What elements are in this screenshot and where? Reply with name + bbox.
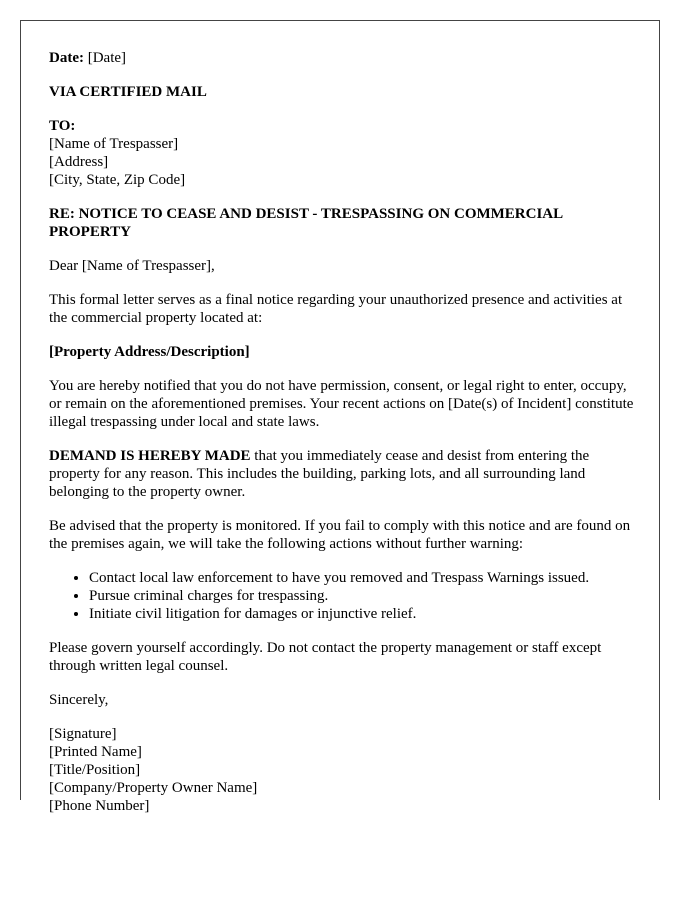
delivery-method: VIA CERTIFIED MAIL (49, 84, 207, 100)
salutation: Dear [Name of Trespasser], (49, 258, 215, 274)
date-value: [Date] (87, 50, 127, 66)
recipient-name: [Name of Trespasser] (49, 136, 179, 152)
demand-text: that you immediately cease and desist from entering the property for any reason. This includes the building, parking lots, and all surrounding land belonging to the property owner. (49, 448, 590, 500)
valediction: Sincerely, (49, 692, 109, 708)
property-description: [Property Address/Description] (49, 344, 250, 360)
action-item: • Initiate civil litigation for damages or injunctive relief. (89, 605, 634, 623)
to-label: TO: (49, 118, 76, 134)
actions-list (49, 569, 634, 623)
advisory-paragraph: Be advised that the property is monitored. If you fail to comply with this notice and are found on the premises again, we will take the following actions without further warning: (49, 518, 631, 552)
date-label: Date: (49, 50, 84, 66)
action-item: • Pursue criminal charges for trespassing. (89, 587, 634, 605)
recipient-address: [Address] (49, 154, 109, 170)
signature-block (49, 725, 634, 815)
printed-name: [Printed Name] (49, 744, 142, 760)
letter-content (49, 49, 634, 831)
signature-line: [Signature] (49, 726, 117, 742)
notification-paragraph: You are hereby notified that you do not have permission, consent, or legal right to enter, occupy, or remain on the aforementioned premises. Your recent actions on [Date(s) of Incident] constitute illegal trespassing under local and state laws. (49, 378, 634, 430)
demand-lead: DEMAND IS HEREBY MADE (49, 448, 251, 464)
title-position: [Title/Position] (49, 762, 141, 778)
closing-paragraph: Please govern yourself accordingly. Do not contact the property management or staff except through written legal counsel. (49, 640, 602, 674)
demand-paragraph (49, 447, 634, 501)
intro-paragraph: This formal letter serves as a final notice regarding your unauthorized presence and activities at the commercial property located at: (49, 292, 623, 326)
action-item: • Contact local law enforcement to have you removed and Trespass Warnings issued. (89, 569, 634, 587)
phone-number: [Phone Number] (49, 798, 150, 814)
date-line (49, 49, 634, 67)
subject-line: RE: NOTICE TO CEASE AND DESIST - TRESPASSING ON COMMERCIAL PROPERTY (49, 206, 563, 240)
letter-page (20, 20, 660, 814)
recipient-city-state-zip: [City, State, Zip Code] (49, 172, 186, 188)
recipient-block (49, 117, 634, 189)
company-name: [Company/Property Owner Name] (49, 780, 258, 796)
